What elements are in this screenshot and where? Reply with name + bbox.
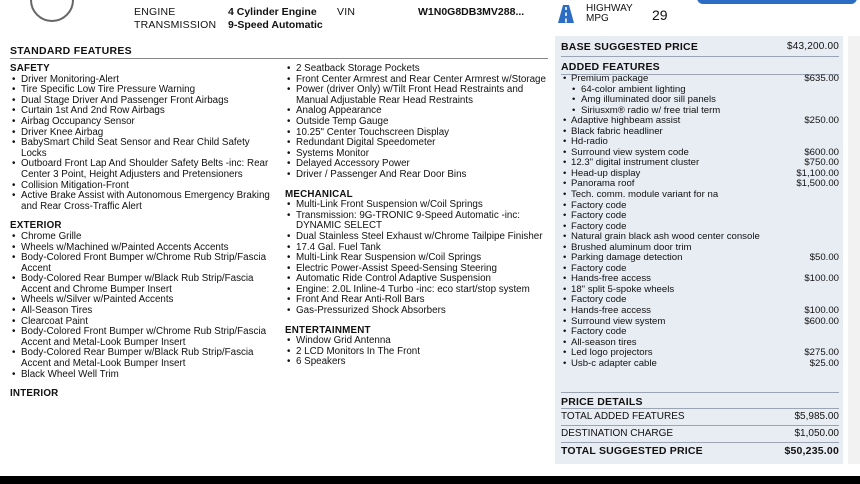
feature-item: • Wheels w/Silver w/Painted Accents — [10, 295, 278, 306]
feature-item: • Clearcoat Paint — [10, 317, 278, 328]
highway-mpg-value: 29 — [652, 7, 668, 23]
feature-item: • Curtain 1st And 2nd Row Airbags — [10, 106, 278, 117]
added-feature-name: Led logo projectors — [571, 347, 653, 359]
scrollbar[interactable] — [848, 36, 860, 464]
base-price-value: $43,200.00 — [786, 41, 839, 52]
mechanical-list — [285, 200, 547, 317]
added-feature-name: Natural grain black ash wood center console — [571, 231, 760, 243]
engine-row — [134, 6, 175, 18]
highway-icon — [556, 4, 576, 24]
feature-item: • Power (driver Only) w/Tilt Front Head Restraints and Manual Adjustable Rear Head Restraints — [285, 85, 547, 106]
feature-item: • Airbag Occupancy Sensor — [10, 117, 278, 128]
added-feature-price: $600.00 — [804, 146, 839, 158]
added-feature-name: Usb-c adapter cable — [571, 357, 657, 369]
added-feature-price: $1,500.00 — [796, 178, 839, 190]
added-feature-name: Premium package — [571, 73, 649, 84]
added-feature-name: Hands-free access — [571, 305, 651, 317]
base-price-label: BASE SUGGESTED PRICE — [561, 41, 699, 53]
added-feature-name: Adaptive highbeam assist — [571, 115, 681, 127]
feature-item: • 6 Speakers — [285, 357, 547, 368]
feature-item: • Delayed Accessory Power — [285, 159, 547, 170]
added-feature-name: Black fabric headliner — [571, 125, 663, 137]
added-feature-name: All-season tires — [571, 336, 637, 348]
feature-item: • Electric Power-Assist Speed-Sensing Steering — [285, 264, 547, 275]
added-feature-price: $1,100.00 — [796, 167, 839, 179]
destination-row — [561, 428, 839, 439]
feature-item: • Driver / Passenger And Rear Door Bins — [285, 170, 547, 181]
transmission-label: TRANSMISSION — [134, 19, 217, 31]
interior-list — [285, 64, 547, 181]
highway-label-line1: HIGHWAY — [586, 3, 633, 14]
feature-item: • Body-Colored Rear Bumper w/Black Rub Strip/Fascia Accent and Metal-Look Bumper Insert — [10, 348, 278, 369]
feature-item: • Tire Specific Low Tire Pressure Warning — [10, 85, 278, 96]
feature-item: • Front Center Armrest and Rear Center Armrest w/Storage — [285, 75, 547, 86]
feature-item: • Dual Stage Driver And Passenger Front Airbags — [10, 96, 278, 107]
transmission-value: 9-Speed Automatic — [228, 19, 323, 31]
feature-item: • Transmission: 9G-TRONIC 9-Speed Automatic -inc: DYNAMIC SELECT — [285, 211, 547, 232]
feature-item: • Outboard Front Lap And Shoulder Safety Belts -inc: Rear Center 3 Point, Height Adjusters and Pretensioners — [10, 159, 278, 180]
interior-title: INTERIOR — [10, 388, 59, 400]
feature-item: • Black Wheel Well Trim — [10, 370, 278, 381]
added-feature-price: $275.00 — [804, 347, 839, 359]
divider — [561, 392, 839, 393]
vin-label: VIN — [337, 6, 356, 18]
feature-item: • Body-Colored Front Bumper w/Chrome Rub Strip/Fascia Accent — [10, 253, 278, 274]
entertainment-title: ENTERTAINMENT — [285, 324, 371, 336]
added-feature-name: Panorama roof — [571, 178, 635, 190]
feature-item: • Collision Mitigation-Front — [10, 181, 278, 192]
pricing-panel — [555, 36, 843, 464]
feature-item: • Multi-Link Front Suspension w/Coil Springs — [285, 200, 547, 211]
added-feature-name: 64-color ambient lighting — [581, 83, 686, 95]
added-feature-name: Surround view system — [571, 315, 666, 327]
price-details-title: PRICE DETAILS — [561, 396, 643, 408]
feature-item: • Dual Stainless Steel Exhaust w/Chrome Tailpipe Finisher — [285, 232, 547, 243]
added-feature-name: Factory code — [571, 199, 627, 211]
added-feature-item — [561, 359, 839, 370]
exterior-title: EXTERIOR — [10, 220, 62, 232]
added-feature-price: $100.00 — [804, 305, 839, 317]
feature-item: • Analog Appearance — [285, 106, 547, 117]
standard-features-right-column — [285, 64, 547, 368]
added-feature-name: Factory code — [571, 220, 627, 232]
feature-item: • Window Grid Antenna — [285, 336, 547, 347]
feature-item: • 2 Seatback Storage Pockets — [285, 64, 547, 75]
feature-item: • Wheels w/Machined w/Painted Accents Accents — [10, 243, 278, 254]
added-features-title: ADDED FEATURES — [561, 61, 660, 73]
engine-label: ENGINE — [134, 6, 176, 18]
brand-logo-icon — [30, 0, 74, 22]
added-feature-name: 12.3" digital instrument cluster — [571, 157, 700, 169]
feature-item: • Outside Temp Gauge — [285, 117, 547, 128]
standard-features-title: STANDARD FEATURES — [10, 45, 132, 57]
added-feature-name: Factory code — [571, 262, 627, 274]
added-feature-name: Tech. comm. module variant for na — [571, 189, 719, 201]
entertainment-list — [285, 336, 547, 368]
added-feature-name: Hd-radio — [571, 136, 608, 148]
highway-mpg-label — [586, 4, 633, 24]
added-feature-price: $600.00 — [804, 315, 839, 327]
divider — [561, 442, 839, 443]
added-feature-price: $50.00 — [809, 252, 839, 264]
feature-item: • Redundant Digital Speedometer — [285, 138, 547, 149]
engine-value: 4 Cylinder Engine — [228, 6, 317, 18]
feature-item: • Body-Colored Rear Bumper w/Black Rub Strip/Fascia Accent and Chrome Bumper Insert — [10, 274, 278, 295]
total-added-value: $5,985.00 — [794, 411, 839, 422]
total-added-row — [561, 411, 839, 422]
vin-value: W1N0G8DB3MV288... — [418, 6, 525, 18]
destination-label: DESTINATION CHARGE — [561, 428, 674, 439]
added-feature-name: Brushed aluminum door trim — [571, 241, 692, 253]
feature-item: • 10.25" Center Touchscreen Display — [285, 128, 547, 139]
added-feature-price: $635.00 — [804, 73, 839, 84]
feature-item: • Driver Monitoring-Alert — [10, 75, 278, 86]
added-feature-name: Factory code — [571, 326, 627, 338]
added-feature-name: 18" split 5-spoke wheels — [571, 283, 675, 295]
total-added-label: TOTAL ADDED FEATURES — [561, 411, 685, 422]
divider — [561, 425, 839, 426]
safety-title: SAFETY — [10, 63, 50, 74]
added-feature-name: Siriusxm® radio w/ free trial term — [581, 104, 721, 116]
mechanical-title: MECHANICAL — [285, 188, 353, 200]
total-price-row — [561, 445, 839, 457]
divider — [10, 58, 548, 59]
added-feature-price: $250.00 — [804, 115, 839, 127]
added-feature-name: Parking damage detection — [571, 252, 683, 264]
destination-value: $1,050.00 — [794, 428, 839, 439]
feature-item: • Front And Rear Anti-Roll Bars — [285, 295, 547, 306]
blue-action-button[interactable] — [697, 0, 857, 4]
added-feature-price: $25.00 — [809, 357, 839, 369]
feature-item: • Active Brake Assist with Autonomous Emergency Braking and Rear Cross-Traffic Alert — [10, 191, 278, 212]
feature-item: • Body-Colored Front Bumper w/Chrome Rub Strip/Fascia Accent and Metal-Look Bumper Insert — [10, 327, 278, 348]
added-features-list — [561, 74, 839, 369]
added-feature-name: Surround view system code — [571, 146, 689, 158]
feature-item: • BabySmart Child Seat Sensor and Rear Child Safety Locks — [10, 138, 278, 159]
added-feature-name: Head-up display — [571, 167, 641, 179]
base-price-row — [561, 41, 839, 53]
feature-item: • All-Season Tires — [10, 306, 278, 317]
safety-list — [10, 75, 278, 213]
divider — [561, 408, 839, 409]
added-feature-price: $750.00 — [804, 157, 839, 169]
feature-item: • Automatic Ride Control Adaptive Suspension — [285, 274, 547, 285]
total-price-label: TOTAL SUGGESTED PRICE — [561, 445, 703, 457]
feature-item: • Engine: 2.0L Inline-4 Turbo -inc: eco start/stop system — [285, 285, 547, 296]
added-feature-name: Amg illuminated door sill panels — [581, 94, 716, 106]
footer-bar — [0, 476, 860, 484]
feature-item: • 17.4 Gal. Fuel Tank — [285, 243, 547, 254]
standard-features-left-column — [10, 64, 278, 400]
added-feature-name: Factory code — [571, 294, 627, 306]
added-feature-name: Hands-free access — [571, 273, 651, 285]
feature-item: • Gas-Pressurized Shock Absorbers — [285, 306, 547, 317]
feature-item: • Driver Knee Airbag — [10, 128, 278, 139]
exterior-list — [10, 232, 278, 380]
feature-item: • Systems Monitor — [285, 149, 547, 160]
added-feature-price: $100.00 — [804, 273, 839, 285]
total-price-value: $50,235.00 — [784, 445, 839, 457]
feature-item: • Multi-Link Rear Suspension w/Coil Springs — [285, 253, 547, 264]
vehicle-summary-header — [0, 0, 860, 36]
divider — [561, 56, 839, 57]
added-feature-name: Factory code — [571, 210, 627, 222]
feature-item: • 2 LCD Monitors In The Front — [285, 347, 547, 358]
feature-item: • Chrome Grille — [10, 232, 278, 243]
highway-label-line2: MPG — [586, 13, 609, 24]
